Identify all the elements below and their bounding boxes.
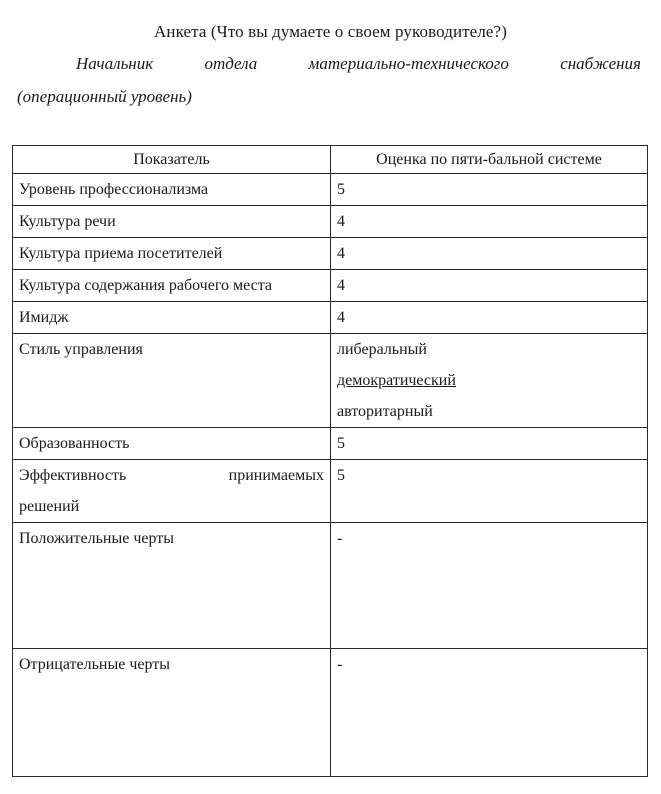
- row-value: 5: [331, 174, 648, 206]
- option-authoritarian: авторитарный: [337, 403, 433, 420]
- row-label: Культура речи: [13, 206, 331, 238]
- table-row: [13, 302, 648, 334]
- row-value: -: [331, 523, 648, 649]
- subtitle-word: материально-технического: [308, 54, 509, 73]
- row-label: Образованность: [13, 428, 331, 460]
- header-score: Оценка по пяти-бальной системе: [331, 146, 648, 174]
- table-row: [13, 460, 648, 523]
- row-label: Положительные черты: [13, 523, 331, 649]
- subtitle-line-2: (операционный уровень): [17, 87, 192, 106]
- header-indicator: Показатель: [13, 146, 331, 174]
- subtitle-line-1: [76, 54, 641, 74]
- table-row: [13, 649, 648, 777]
- row-value: 4: [331, 238, 648, 270]
- row-value: -: [331, 649, 648, 777]
- subtitle-word: отдела: [204, 54, 258, 73]
- table-row: [13, 334, 648, 428]
- table-row: [13, 270, 648, 302]
- row-value: 4: [331, 302, 648, 334]
- assessment-table: [12, 145, 648, 777]
- option-liberal: либеральный: [337, 341, 427, 358]
- row-value: 4: [331, 270, 648, 302]
- row-label: Культура содержания рабочего места: [13, 270, 331, 302]
- table-row: [13, 523, 648, 649]
- table-row: [13, 428, 648, 460]
- row-label-line-1: [19, 460, 324, 491]
- row-value: 4: [331, 206, 648, 238]
- row-label-line-2: решений: [19, 498, 80, 515]
- questionnaire-title: Анкета (Что вы думаете о своем руководителе?): [154, 22, 507, 41]
- label-word: Эффективность: [19, 467, 127, 484]
- row-value: 5: [331, 428, 648, 460]
- row-value: 5: [331, 460, 648, 523]
- subtitle-word: Начальник: [76, 54, 154, 73]
- row-label: [13, 460, 331, 523]
- table-row: [13, 238, 648, 270]
- row-label: Имидж: [13, 302, 331, 334]
- management-style-options: [331, 334, 648, 428]
- table-row: [13, 174, 648, 206]
- label-word: принимаемых: [228, 467, 324, 484]
- row-label: Уровень профессионализма: [13, 174, 331, 206]
- option-democratic-selected: демократический: [337, 372, 456, 389]
- row-label: Отрицательные черты: [13, 649, 331, 777]
- table-row: [13, 206, 648, 238]
- row-label: Стиль управления: [13, 334, 331, 428]
- table-header-row: [13, 146, 648, 174]
- subtitle-word: снабжения: [560, 54, 641, 73]
- row-label: Культура приема посетителей: [13, 238, 331, 270]
